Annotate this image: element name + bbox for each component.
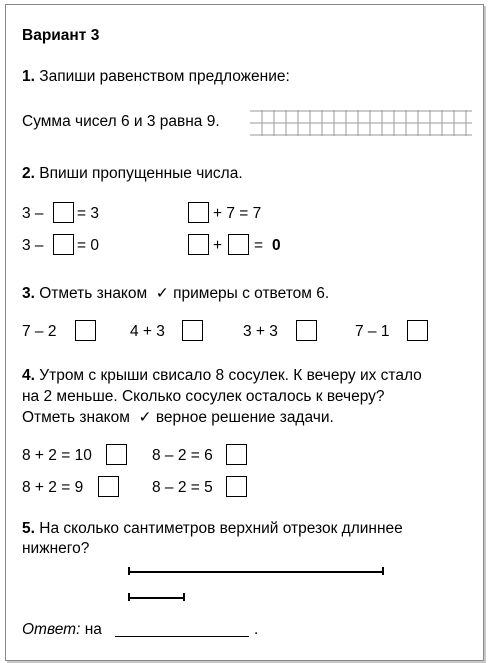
- upper-segment-end-tick: [382, 567, 384, 575]
- task4-checkbox-1[interactable]: [106, 444, 127, 465]
- task2-text: Впиши пропущенные числа.: [39, 165, 243, 182]
- task3-checkbox-1[interactable]: [75, 320, 96, 341]
- task5-text-1: На сколько сантиметров верхний отрезок длиннее: [39, 520, 403, 537]
- task3-option-2: 4 + 3: [130, 323, 165, 340]
- checkmark-icon: ✓: [138, 409, 152, 426]
- task3-text-before: Отметь знаком: [39, 285, 148, 302]
- variant-title: Вариант 3: [22, 27, 100, 44]
- eq4-answer-box-2[interactable]: [228, 234, 249, 255]
- task4-line-3: [22, 409, 334, 427]
- eq4-plus: +: [213, 237, 223, 254]
- task3-checkbox-3[interactable]: [296, 320, 317, 341]
- answer-line: [22, 621, 102, 639]
- task3-option-4: 7 – 1: [355, 323, 390, 340]
- task5-number: 5.: [22, 520, 35, 537]
- eq4-equals: =: [254, 237, 264, 254]
- task4-option-3: 8 + 2 = 9: [22, 479, 84, 496]
- task5-line-2: нижнего?: [22, 540, 90, 557]
- answer-blank[interactable]: [115, 636, 249, 637]
- worksheet-page: [5, 4, 484, 661]
- task1-number: 1.: [22, 68, 35, 85]
- answer-cell-grid[interactable]: [250, 110, 472, 136]
- eq3-right: = 0: [77, 237, 99, 254]
- answer-label: Ответ:: [22, 621, 81, 638]
- eq1-answer-box[interactable]: [53, 202, 74, 223]
- answer-suffix: .: [254, 621, 259, 638]
- task3-option-3: 3 + 3: [243, 323, 278, 340]
- task2-number: 2.: [22, 165, 35, 182]
- task4-text-before: Отметь знаком: [22, 409, 130, 426]
- task2-prompt: [22, 165, 243, 183]
- task4-checkbox-2[interactable]: [226, 444, 247, 465]
- lower-segment-start-tick: [128, 593, 130, 601]
- task4-option-4: 8 – 2 = 5: [152, 479, 213, 496]
- task3-prompt: [22, 285, 329, 303]
- eq4-answer-box-1[interactable]: [188, 234, 209, 255]
- eq3-left: 3 –: [22, 237, 44, 254]
- eq3-answer-box[interactable]: [53, 234, 74, 255]
- task4-option-2: 8 – 2 = 6: [152, 447, 213, 464]
- task5-line-1: [22, 520, 403, 538]
- lower-segment-end-tick: [183, 593, 185, 601]
- upper-segment-start-tick: [128, 567, 130, 575]
- task3-text-after: примеры с ответом 6.: [173, 285, 330, 302]
- task3-checkbox-2[interactable]: [182, 320, 203, 341]
- task3-number: 3.: [22, 285, 35, 302]
- task1-sentence: Сумма чисел 6 и 3 равна 9.: [22, 113, 220, 130]
- task1-text: Запиши равенством предложение:: [39, 68, 290, 85]
- eq4-result: 0: [272, 237, 281, 254]
- task4-checkbox-3[interactable]: [98, 476, 119, 497]
- task3-option-1: 7 – 2: [22, 323, 57, 340]
- eq1-left: 3 –: [22, 205, 44, 222]
- task4-option-1: 8 + 2 = 10: [22, 447, 92, 464]
- task4-text-after: верное решение задачи.: [155, 409, 334, 426]
- task4-text-1: Утром с крыши свисало 8 сосулек. К вечеру их стало: [39, 367, 422, 384]
- eq1-right: = 3: [77, 205, 99, 222]
- task4-number: 4.: [22, 367, 35, 384]
- task4-line-2: на 2 меньше. Сколько сосулек осталось к вечеру?: [22, 388, 385, 405]
- upper-segment: [129, 571, 384, 573]
- eq2-right: + 7 = 7: [213, 205, 262, 222]
- eq2-answer-box[interactable]: [188, 202, 209, 223]
- task1-prompt: [22, 68, 290, 86]
- task4-line-1: [22, 367, 422, 385]
- task3-checkbox-4[interactable]: [407, 320, 428, 341]
- lower-segment: [129, 597, 185, 599]
- task4-checkbox-4[interactable]: [226, 476, 247, 497]
- answer-prefix: на: [84, 621, 102, 638]
- checkmark-icon: ✓: [155, 285, 169, 302]
